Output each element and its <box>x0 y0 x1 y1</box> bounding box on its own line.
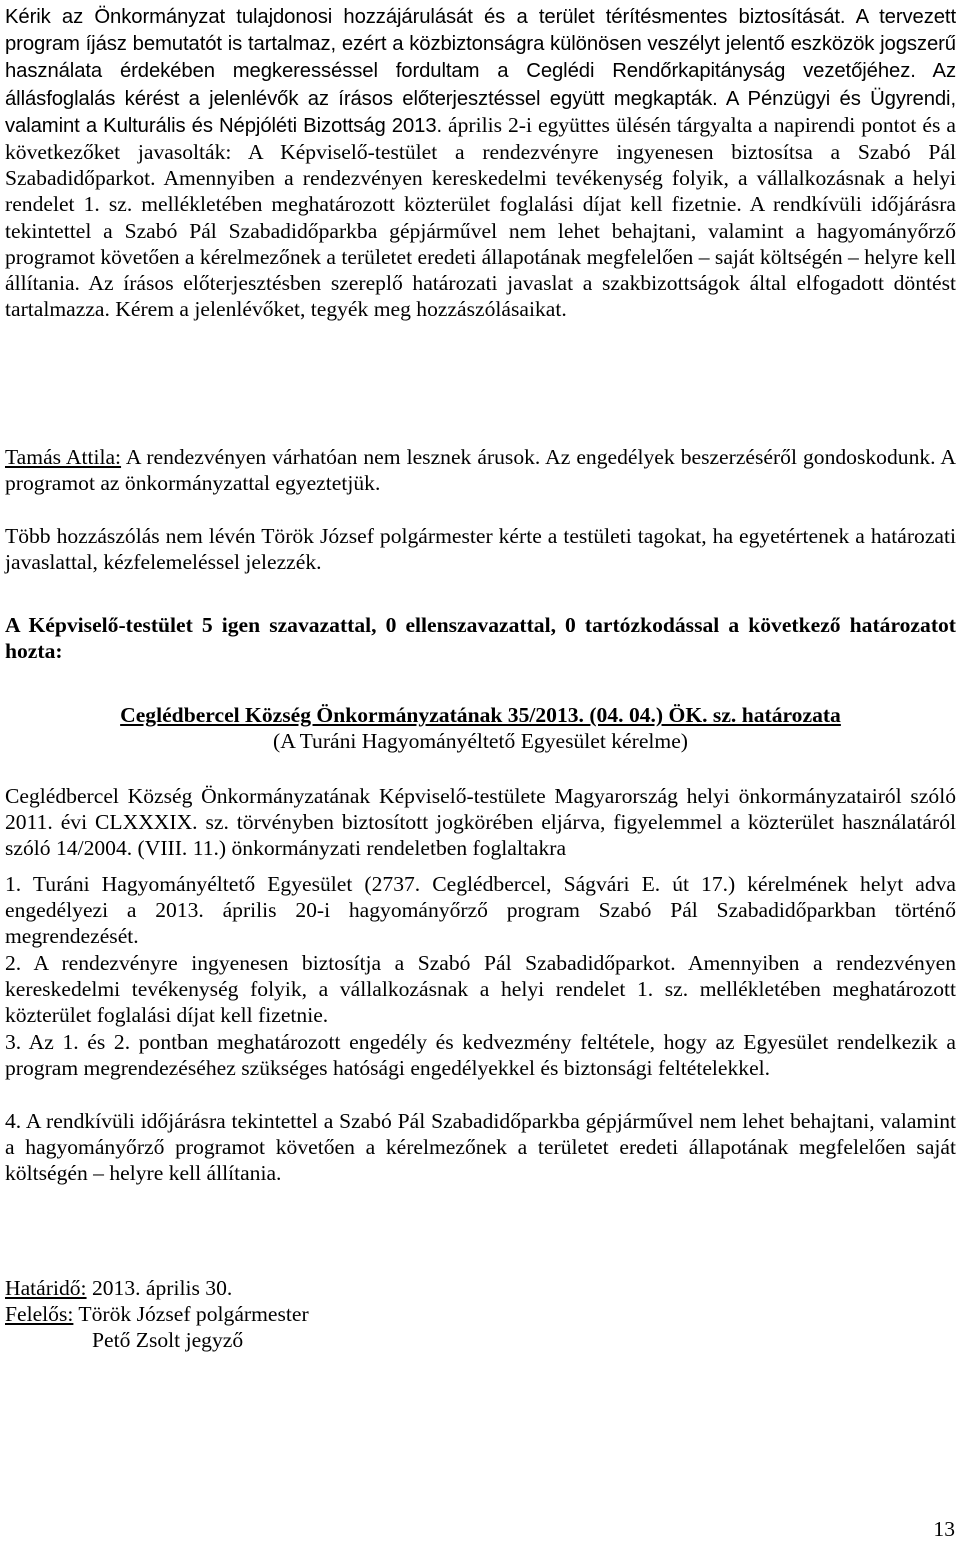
responsible-line <box>5 1301 956 1327</box>
resolution-title-text: Ceglédbercel Község Önkormányzatának 35/2013. (04. 04.) ÖK. sz. határozata <box>120 703 841 727</box>
intro-serif-text: április 2-i együttes ülésén tárgyalta a napirendi pontot és a következőket javasolták: A Képviselő-testület a rendezvényre ingyenesen biztosítsa a Szabó Pál Szabadidőparkot. Amennyiben a rendezvényen kereskedelmi tevékenység folyik, a vállalkozásnak a helyi rendelet 1. sz. mellékletében meghatározott közterület foglalási díjat kell fizetnie. A rendkívüli időjárásra tekintettel a Szabó Pál Szabadidőparkba gépjárművel nem lehet behajtani, valamint a hagyományőrző programot követően a kérelmezőnek a területet eredeti állapotának megfelelően – saját költségén – helyre kell állítania. Az írásos előterjesztésben szereplő határozati javaslat a szakbizottságok által elfogadott döntést tartalmazza. Kérem a jelenlévőket, tegyék meg hozzászólásaikat. <box>5 112 956 322</box>
speaker-name: Tamás Attila: <box>5 445 122 469</box>
clerk-name: Pető Zsolt jegyző <box>92 1328 244 1352</box>
deadline-label: Határidő: <box>5 1276 87 1300</box>
deadline-line <box>5 1275 956 1301</box>
tamas-paragraph <box>5 444 956 496</box>
resolution-point-3: 3. Az 1. és 2. pontban meghatározott engedély és kedvezmény feltétele, hogy az Egyesület rendelkezik a program megrendezéséhez szükséges hatósági engedélyekkel és biztonsági feltételekkel. <box>5 1030 956 1081</box>
vote-request-paragraph: Több hozzászólás nem lévén Török József polgármester kérte a testületi tagokat, ha egyetértenek a határozati javaslattal, kézfelemeléssel jelezzék. <box>5 524 956 575</box>
intro-paragraph <box>5 3 956 322</box>
resolution-point-2: 2. A rendezvényre ingyenesen biztosítja a Szabó Pál Szabadidőparkot. Amennyiben a rendezvényen kereskedelmi tevékenység folyik, a vállalkozásnak a helyi rendelet 1. sz. mellékletében meghatározott közterület foglalási díjat kell fizetnie. <box>5 951 956 1028</box>
speaker-text: A rendezvényen várhatóan nem lesznek árusok. Az engedélyek beszerzéséről gondoskodunk. A programot az önkormányzattal egyeztetjük. <box>5 445 956 496</box>
vote-result-paragraph: A Képviselő-testület 5 igen szavazattal, 0 ellenszavazattal, 0 tartózkodással a következő határozatot hozta: <box>5 613 956 664</box>
resolution-subtitle: (A Turáni Hagyományéltető Egyesület kérelme) <box>273 729 688 753</box>
deadline-value: 2013. április 30. <box>86 1276 233 1300</box>
resolution-title <box>5 702 956 728</box>
clerk-line <box>5 1327 956 1353</box>
responsible-value: Török József polgármester <box>73 1302 309 1326</box>
resolution-point-1: 1. Turáni Hagyományéltető Egyesület (2737. Ceglédbercel, Ságvári E. út 17.) kérelmének helyt adva engedélyezi a 2013. április 20-i hagyományőrző program Szabó Pál Szabadidőparkban történő megrendezését. <box>5 872 956 949</box>
resolution-preamble: Ceglédbercel Község Önkormányzatának Képviselő-testülete Magyarország helyi önkormányzatairól szóló 2011. évi CLXXXIX. sz. törvényben biztosított jogkörében eljárva, figyelemmel a közterület használatáról szóló 14/2004. (VIII. 11.) önkormányzati rendeletben foglaltakra <box>5 784 956 861</box>
intro-sans-text: Kérik az Önkormányzat tulajdonosi hozzájárulását és a terület térítésmentes biztosítását. A tervezett program íjász bemutatót is tartalmaz, ezért a közbiztonságra különösen veszélyt jelentő eszközök jogszerű használata érdekében megkeresséssel fordultam a Ceglédi Rendőrkapitányság vezetőjéhez. Az állásfoglalás kérést a jelenlévők az írásos előterjesztéssel együtt megkapták. A Pénzügyi és Ügyrendi, valamint a Kulturális és Népjóléti Bizottság 2013. <box>5 6 956 137</box>
page-number: 13 <box>933 1517 955 1541</box>
responsible-label: Felelős: <box>5 1302 74 1326</box>
resolution-point-4: 4. A rendkívüli időjárásra tekintettel a Szabó Pál Szabadidőparkba gépjárművel nem lehet behajtani, valamint a hagyományőrző programot követően a kérelmezőnek a területet eredeti állapotának megfelelően saját költségén – helyre kell állítania. <box>5 1109 956 1186</box>
